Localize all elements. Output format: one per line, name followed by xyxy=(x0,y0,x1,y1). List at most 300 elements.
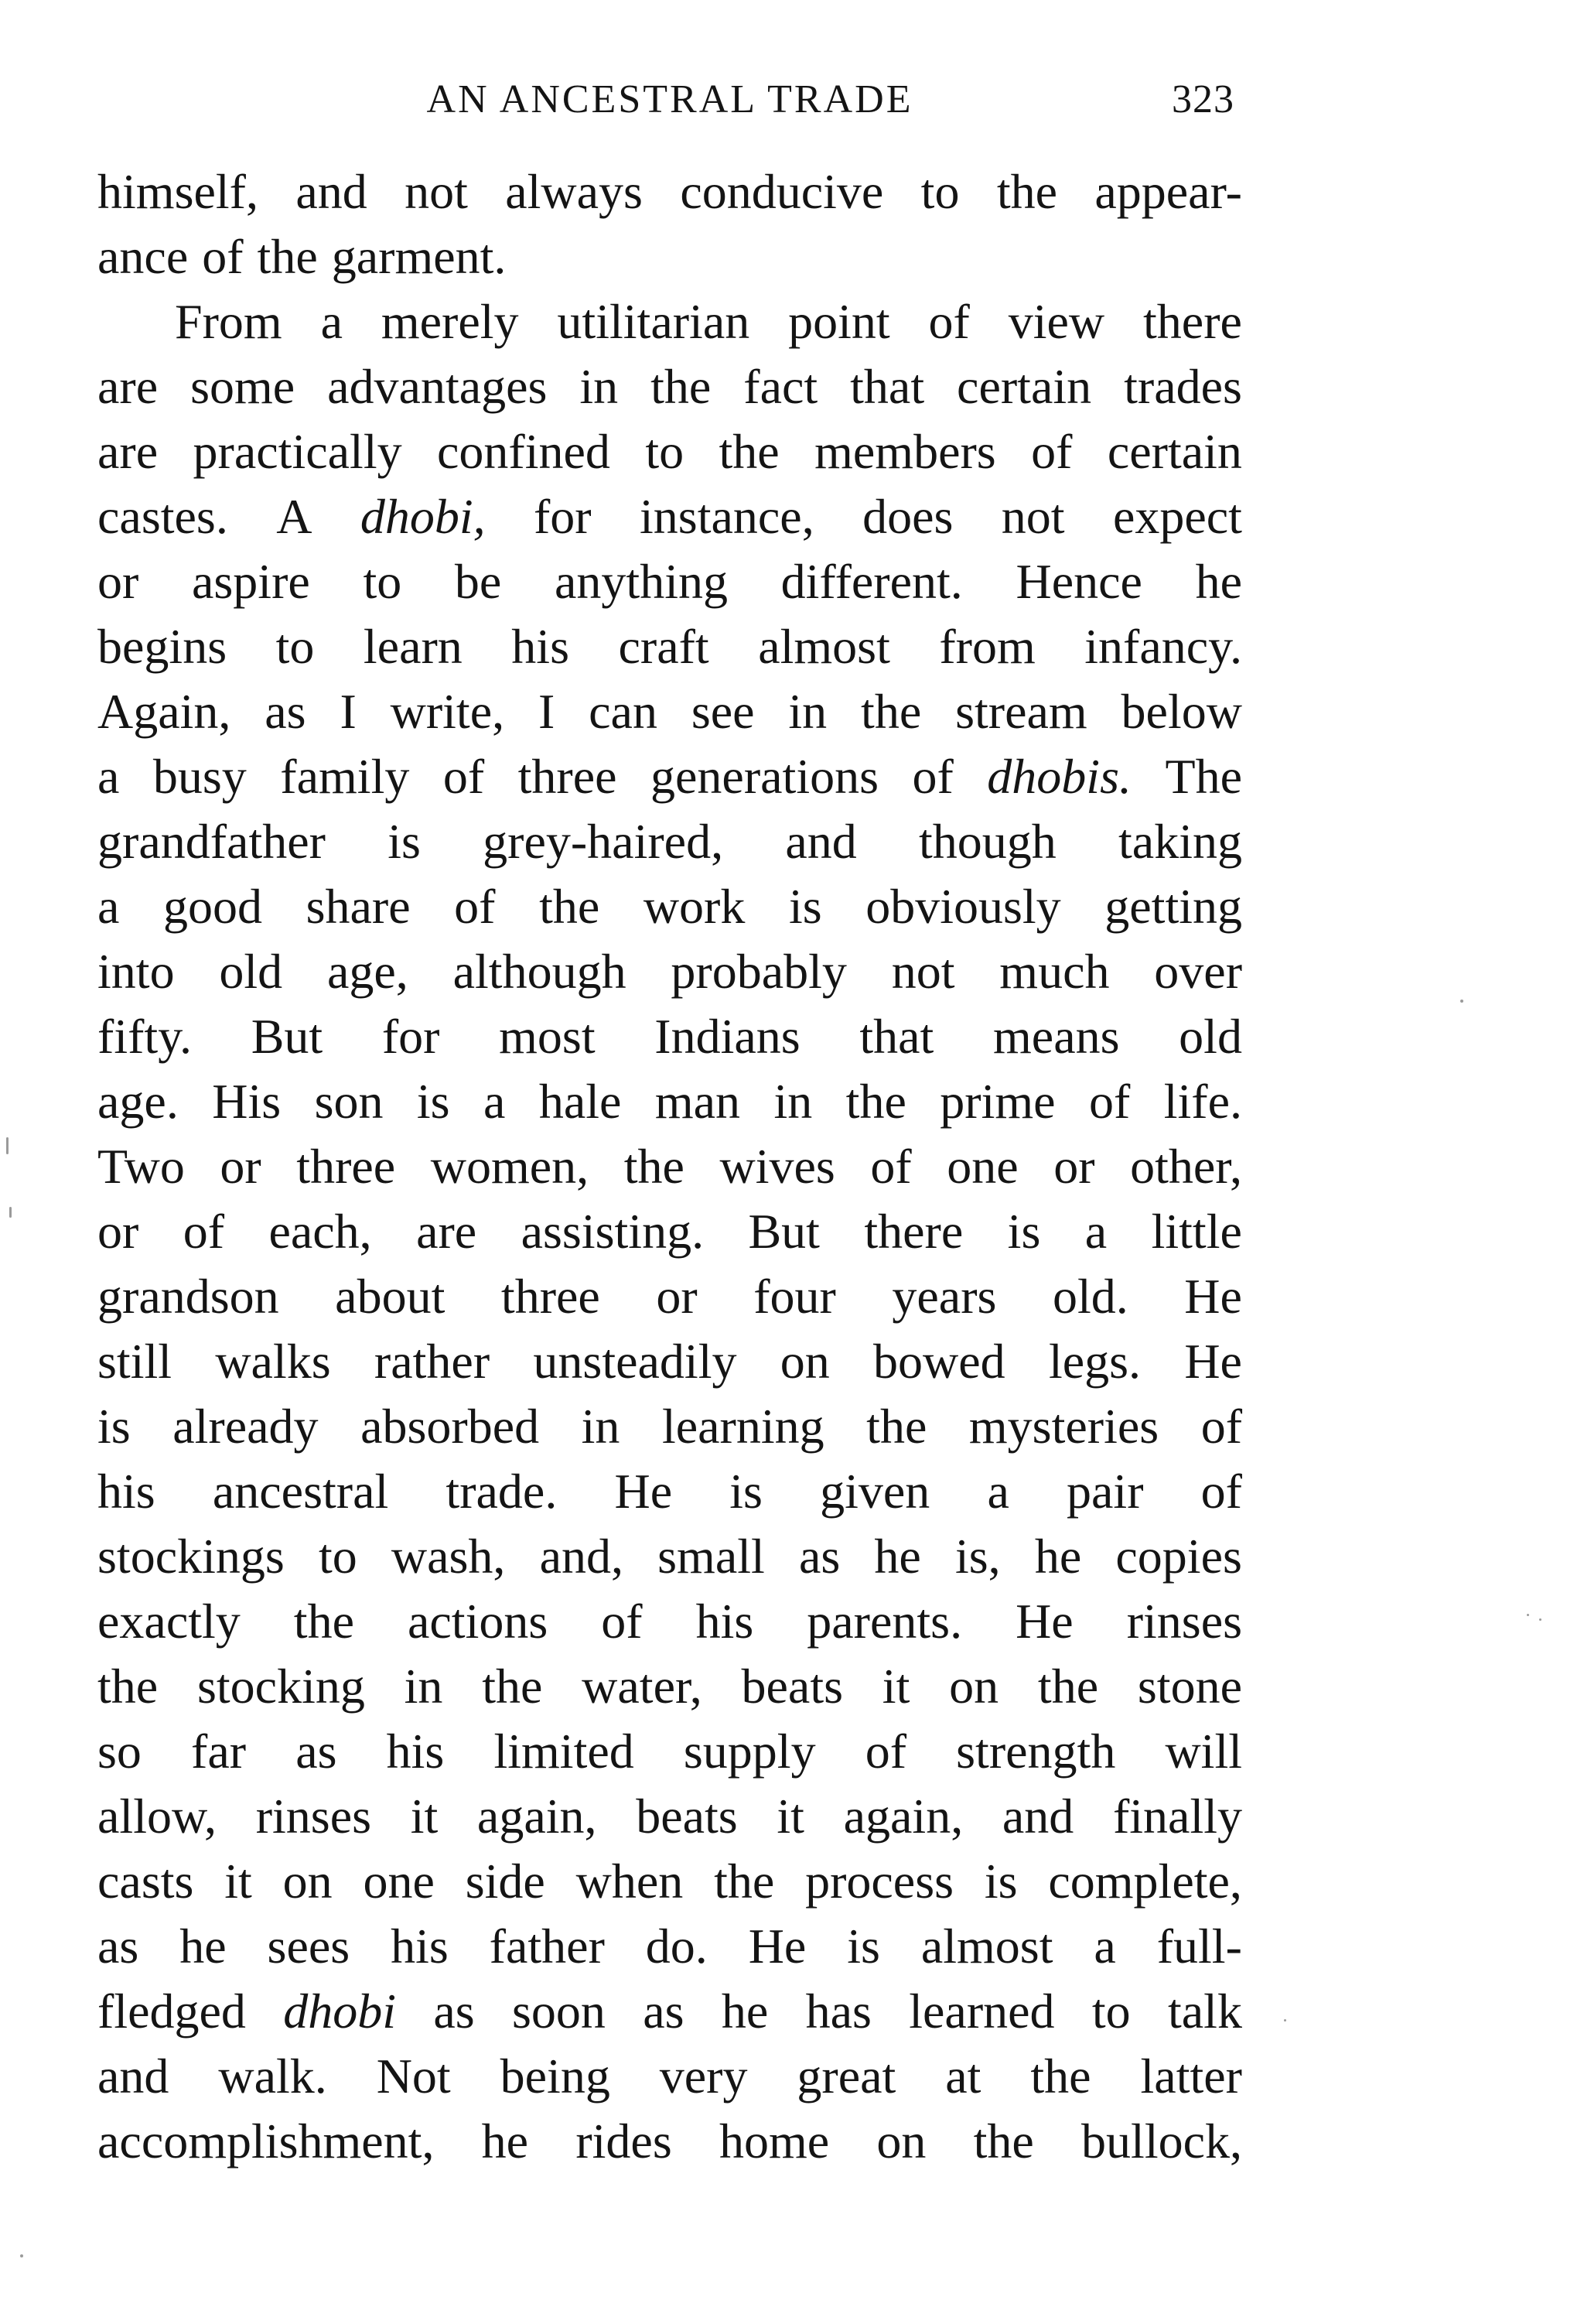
word: are xyxy=(416,1204,477,1259)
word: of xyxy=(870,1139,912,1194)
word: to xyxy=(645,424,684,479)
paper-speck xyxy=(1460,1000,1463,1003)
word: Not xyxy=(376,2049,451,2104)
word: accomplishment, xyxy=(97,2114,435,2168)
word: as xyxy=(798,1529,841,1584)
word: it xyxy=(224,1854,252,1909)
word: so xyxy=(97,1724,142,1779)
word: to xyxy=(318,1529,357,1584)
word: rinses xyxy=(1126,1594,1242,1649)
word: Two xyxy=(97,1139,185,1194)
word: as xyxy=(433,1984,475,2039)
word: he xyxy=(1034,1529,1082,1584)
word: finally xyxy=(1112,1789,1242,1844)
text-line xyxy=(97,744,1242,809)
word: appear- xyxy=(1094,164,1242,219)
word: is xyxy=(984,1854,1018,1909)
word: the xyxy=(257,229,318,284)
word: or xyxy=(656,1269,698,1324)
word: on xyxy=(780,1334,830,1389)
text-line xyxy=(97,2044,1242,2109)
word: being xyxy=(500,2049,610,2104)
word: trades xyxy=(1124,359,1242,414)
word: bullock, xyxy=(1081,2114,1242,2168)
word: different. xyxy=(780,554,963,609)
word: and xyxy=(1002,1789,1074,1844)
word: begins xyxy=(97,619,227,674)
italic-word: dhobis. xyxy=(987,749,1132,804)
text-line xyxy=(97,1914,1242,1979)
word: still xyxy=(97,1334,172,1389)
word: confined xyxy=(437,424,610,479)
word: practically xyxy=(193,424,402,479)
word: and, xyxy=(539,1529,623,1584)
word: are xyxy=(97,359,159,414)
text-line xyxy=(97,1979,1242,2044)
paper-speck xyxy=(1284,2019,1286,2022)
word: ance xyxy=(97,229,189,284)
word: wives xyxy=(719,1139,835,1194)
word: assisting. xyxy=(521,1204,705,1259)
word: he xyxy=(1195,554,1242,609)
word: rinses xyxy=(255,1789,372,1844)
word: soon xyxy=(511,1984,606,2039)
word: fifty. xyxy=(97,1009,193,1064)
word: absorbed xyxy=(360,1399,540,1454)
text-line xyxy=(97,1329,1242,1394)
word: fact xyxy=(743,359,818,414)
word: instance, xyxy=(640,489,814,544)
text-line xyxy=(97,1849,1242,1914)
word: His xyxy=(212,1074,282,1129)
text-line xyxy=(97,289,1242,354)
word: old. xyxy=(1052,1269,1128,1324)
text-line xyxy=(97,1004,1242,1069)
word: in xyxy=(773,1074,813,1129)
word: a xyxy=(987,1464,1009,1519)
word: almost xyxy=(920,1919,1053,1974)
word: years xyxy=(892,1269,997,1324)
word: not xyxy=(891,944,955,999)
word: talk xyxy=(1167,1984,1242,2039)
word: home xyxy=(719,2114,830,2168)
text-line xyxy=(97,159,1242,224)
word: women, xyxy=(430,1139,589,1194)
word: learned xyxy=(909,1984,1055,2039)
word: to xyxy=(1091,1984,1131,2039)
word: supply xyxy=(683,1724,816,1779)
text-line xyxy=(97,2109,1242,2174)
word: in xyxy=(581,1399,620,1454)
word: the xyxy=(650,359,712,414)
word: grandson xyxy=(97,1269,279,1324)
text-line xyxy=(97,224,1242,289)
word: not xyxy=(1001,489,1065,544)
word: is xyxy=(97,1399,131,1454)
word: given xyxy=(820,1464,930,1519)
word: strength xyxy=(956,1724,1116,1779)
word: great xyxy=(797,2049,896,2104)
word: there xyxy=(1143,294,1242,349)
word: of xyxy=(1031,424,1073,479)
word: rather xyxy=(374,1334,490,1389)
word: three xyxy=(500,1269,600,1324)
word: write, xyxy=(390,684,505,739)
word: legs. xyxy=(1048,1334,1142,1389)
text-line xyxy=(97,1069,1242,1134)
word: latter xyxy=(1140,2049,1242,2104)
word: He xyxy=(614,1464,673,1519)
word: expect xyxy=(1112,489,1242,544)
text-line xyxy=(97,1394,1242,1459)
word: certain xyxy=(957,359,1092,414)
text-line xyxy=(97,939,1242,1004)
word: garment. xyxy=(331,229,507,284)
word: a xyxy=(1084,1204,1108,1259)
word: in xyxy=(788,684,828,739)
word: his xyxy=(386,1724,445,1779)
word: craft xyxy=(618,619,709,674)
page-header xyxy=(97,73,1242,127)
word: allow, xyxy=(97,1789,217,1844)
word: his xyxy=(97,1464,155,1519)
word: one xyxy=(363,1854,435,1909)
word: age, xyxy=(326,944,408,999)
word: that xyxy=(859,1009,934,1064)
word: or xyxy=(220,1139,261,1194)
word: son xyxy=(314,1074,384,1129)
text-line xyxy=(97,614,1242,679)
word: castes. xyxy=(97,489,228,544)
word: anything xyxy=(555,554,728,609)
word: most xyxy=(499,1009,596,1064)
word: the xyxy=(861,684,922,739)
text-line xyxy=(97,354,1242,419)
word: for xyxy=(381,1009,440,1064)
body-text xyxy=(97,159,1242,2174)
word: or xyxy=(1053,1139,1095,1194)
word: small xyxy=(657,1529,765,1584)
word: be xyxy=(454,554,502,609)
word: the xyxy=(719,424,780,479)
word: walk. xyxy=(218,2049,327,2104)
paper-speck xyxy=(1539,1618,1541,1621)
word: is xyxy=(1007,1204,1041,1259)
word: a xyxy=(97,749,120,804)
word: his xyxy=(391,1919,449,1974)
word: taking xyxy=(1118,814,1242,869)
word: when xyxy=(575,1854,684,1909)
word: little xyxy=(1151,1204,1242,1259)
text-line xyxy=(97,1784,1242,1849)
word: The xyxy=(1165,749,1242,804)
word: again, xyxy=(843,1789,964,1844)
word: is, xyxy=(954,1529,1001,1584)
word: can xyxy=(589,684,657,739)
word: do. xyxy=(645,1919,708,1974)
word: man xyxy=(654,1074,741,1129)
word: father xyxy=(489,1919,605,1974)
word: on xyxy=(949,1659,999,1714)
word: it xyxy=(777,1789,804,1844)
word: actions xyxy=(407,1594,548,1649)
word: point xyxy=(788,294,890,349)
word: family xyxy=(280,749,410,804)
word: although xyxy=(452,944,626,999)
word: limited xyxy=(493,1724,634,1779)
word: is xyxy=(387,814,421,869)
word: fledged xyxy=(97,1984,246,2039)
text-line xyxy=(97,1459,1242,1524)
word: mysteries xyxy=(968,1399,1159,1454)
word: at xyxy=(945,2049,981,2104)
word: of xyxy=(1088,1074,1131,1129)
italic-word: dhobi, xyxy=(360,489,486,544)
italic-word: dhobi xyxy=(283,1984,397,2039)
word: see xyxy=(691,684,755,739)
word: over xyxy=(1154,944,1242,999)
word: much xyxy=(999,944,1110,999)
word: and xyxy=(785,814,857,869)
word: of xyxy=(928,294,970,349)
word: age. xyxy=(97,1074,179,1129)
word: far xyxy=(191,1724,247,1779)
word: three xyxy=(296,1139,396,1194)
word: as xyxy=(265,684,306,739)
word: old xyxy=(1179,1009,1242,1064)
word: walks xyxy=(215,1334,331,1389)
word: view xyxy=(1008,294,1105,349)
word: life. xyxy=(1163,1074,1242,1129)
word: members xyxy=(814,424,996,479)
word: From xyxy=(175,294,282,349)
word: A xyxy=(276,489,312,544)
paper-speck xyxy=(9,1207,12,1218)
word: stream xyxy=(955,684,1087,739)
word: of xyxy=(202,229,244,284)
word: of xyxy=(1200,1399,1242,1454)
word: already xyxy=(172,1399,319,1454)
word: casts xyxy=(97,1854,194,1909)
word: water, xyxy=(582,1659,702,1714)
word: bowed xyxy=(873,1334,1005,1389)
word: of xyxy=(865,1724,906,1779)
word: has xyxy=(805,1984,872,2039)
word: ancestral xyxy=(212,1464,389,1519)
word: his xyxy=(695,1594,754,1649)
paper-speck xyxy=(20,2254,23,2257)
word: and xyxy=(97,2049,169,2104)
word: I xyxy=(538,684,555,739)
word: does xyxy=(862,489,954,544)
word: of xyxy=(454,879,496,934)
word: three xyxy=(517,749,617,804)
text-line xyxy=(97,1589,1242,1654)
word: the xyxy=(866,1399,927,1454)
text-line xyxy=(97,1654,1242,1719)
text-line xyxy=(97,874,1242,939)
word: means xyxy=(993,1009,1120,1064)
word: the xyxy=(293,1594,354,1649)
word: exactly xyxy=(97,1594,241,1649)
word: the xyxy=(996,164,1057,219)
word: a xyxy=(320,294,343,349)
word: obviously xyxy=(865,879,1061,934)
word: copies xyxy=(1115,1529,1242,1584)
word: of xyxy=(912,749,954,804)
word: Hence xyxy=(1016,554,1142,609)
word: infancy. xyxy=(1084,619,1242,674)
word: about xyxy=(335,1269,446,1324)
word: each, xyxy=(268,1204,372,1259)
text-line xyxy=(97,1719,1242,1784)
word: I xyxy=(340,684,357,739)
word: probably xyxy=(671,944,847,999)
running-head: AN ANCESTRAL TRADE xyxy=(426,77,913,121)
word: on xyxy=(282,1854,333,1909)
word: will xyxy=(1165,1724,1242,1779)
word: old xyxy=(219,944,283,999)
word: good xyxy=(162,879,262,934)
text-line xyxy=(97,1264,1242,1329)
word: to xyxy=(363,554,402,609)
word: one xyxy=(947,1139,1019,1194)
word: full- xyxy=(1156,1919,1242,1974)
word: in xyxy=(404,1659,443,1714)
word: though xyxy=(918,814,1057,869)
word: But xyxy=(251,1009,323,1064)
word: aspire xyxy=(191,554,310,609)
word: Again, xyxy=(97,684,231,739)
word: He xyxy=(1184,1269,1242,1324)
word: to xyxy=(920,164,960,219)
text-line xyxy=(97,1134,1242,1199)
text-line xyxy=(97,419,1242,484)
word: the xyxy=(623,1139,684,1194)
word: for xyxy=(533,489,592,544)
word: He xyxy=(1184,1334,1242,1389)
word: work xyxy=(643,879,746,934)
word: it xyxy=(410,1789,439,1844)
word: hale xyxy=(538,1074,622,1129)
word: a xyxy=(483,1074,506,1129)
word: the xyxy=(539,879,600,934)
word: process xyxy=(805,1854,954,1909)
word: in xyxy=(579,359,619,414)
word: there xyxy=(864,1204,964,1259)
text-line xyxy=(97,549,1242,614)
word: the xyxy=(1037,1659,1099,1714)
word: advantages xyxy=(327,359,548,414)
word: he xyxy=(874,1529,921,1584)
paper-speck xyxy=(1527,1614,1529,1616)
word: getting xyxy=(1104,879,1242,934)
text-line xyxy=(97,679,1242,744)
word: of xyxy=(442,749,485,804)
word: rides xyxy=(575,2114,672,2168)
word: conducive xyxy=(680,164,884,219)
word: is xyxy=(788,879,822,934)
word: some xyxy=(190,359,295,414)
word: beats xyxy=(741,1659,843,1714)
word: stone xyxy=(1137,1659,1242,1714)
word: as xyxy=(295,1724,337,1779)
word: generations xyxy=(650,749,879,804)
word: the xyxy=(714,1854,775,1909)
word: He xyxy=(1016,1594,1074,1649)
word: below xyxy=(1121,684,1242,739)
word: is xyxy=(729,1464,763,1519)
text-line xyxy=(97,809,1242,874)
word: not xyxy=(405,164,468,219)
word: busy xyxy=(152,749,247,804)
word: and xyxy=(295,164,367,219)
word: from xyxy=(939,619,1036,674)
word: he xyxy=(481,2114,529,2168)
word: are xyxy=(97,424,159,479)
word: into xyxy=(97,944,175,999)
word: as xyxy=(97,1919,139,1974)
word: Indians xyxy=(654,1009,801,1064)
word: of xyxy=(601,1594,643,1649)
word: learn xyxy=(363,619,463,674)
word: very xyxy=(659,2049,748,2104)
word: of xyxy=(1200,1464,1242,1519)
word: the xyxy=(1030,2049,1091,2104)
word: the xyxy=(845,1074,906,1129)
word: the xyxy=(973,2114,1034,2168)
word: it xyxy=(882,1659,910,1714)
word: a xyxy=(1094,1919,1116,1974)
word: again, xyxy=(476,1789,597,1844)
word: or xyxy=(97,554,139,609)
word: his xyxy=(511,619,569,674)
word: or xyxy=(97,1204,139,1259)
word: utilitarian xyxy=(557,294,750,349)
word: side xyxy=(465,1854,545,1909)
word: share xyxy=(306,879,411,934)
word: to xyxy=(275,619,315,674)
word: grandfather xyxy=(97,814,326,869)
word: stocking xyxy=(196,1659,365,1714)
word: He xyxy=(748,1919,807,1974)
word: a xyxy=(97,879,120,934)
word: prime xyxy=(940,1074,1056,1129)
word: pair xyxy=(1067,1464,1144,1519)
word: beats xyxy=(636,1789,738,1844)
word: unsteadily xyxy=(533,1334,737,1389)
word: learning xyxy=(661,1399,824,1454)
word: But xyxy=(748,1204,820,1259)
word: complete, xyxy=(1048,1854,1242,1909)
word: grey-haired, xyxy=(483,814,724,869)
word: the xyxy=(97,1659,159,1714)
word: on xyxy=(876,2114,927,2168)
word: he xyxy=(179,1919,227,1974)
word: as xyxy=(643,1984,684,2039)
text-line xyxy=(97,484,1242,549)
word: is xyxy=(416,1074,450,1129)
word: sees xyxy=(267,1919,350,1974)
word: almost xyxy=(758,619,890,674)
text-line xyxy=(97,1524,1242,1589)
text-line xyxy=(97,1199,1242,1264)
word: he xyxy=(721,1984,769,2039)
word: himself, xyxy=(97,164,258,219)
word: parents. xyxy=(807,1594,963,1649)
word: is xyxy=(847,1919,880,1974)
word: of xyxy=(183,1204,225,1259)
